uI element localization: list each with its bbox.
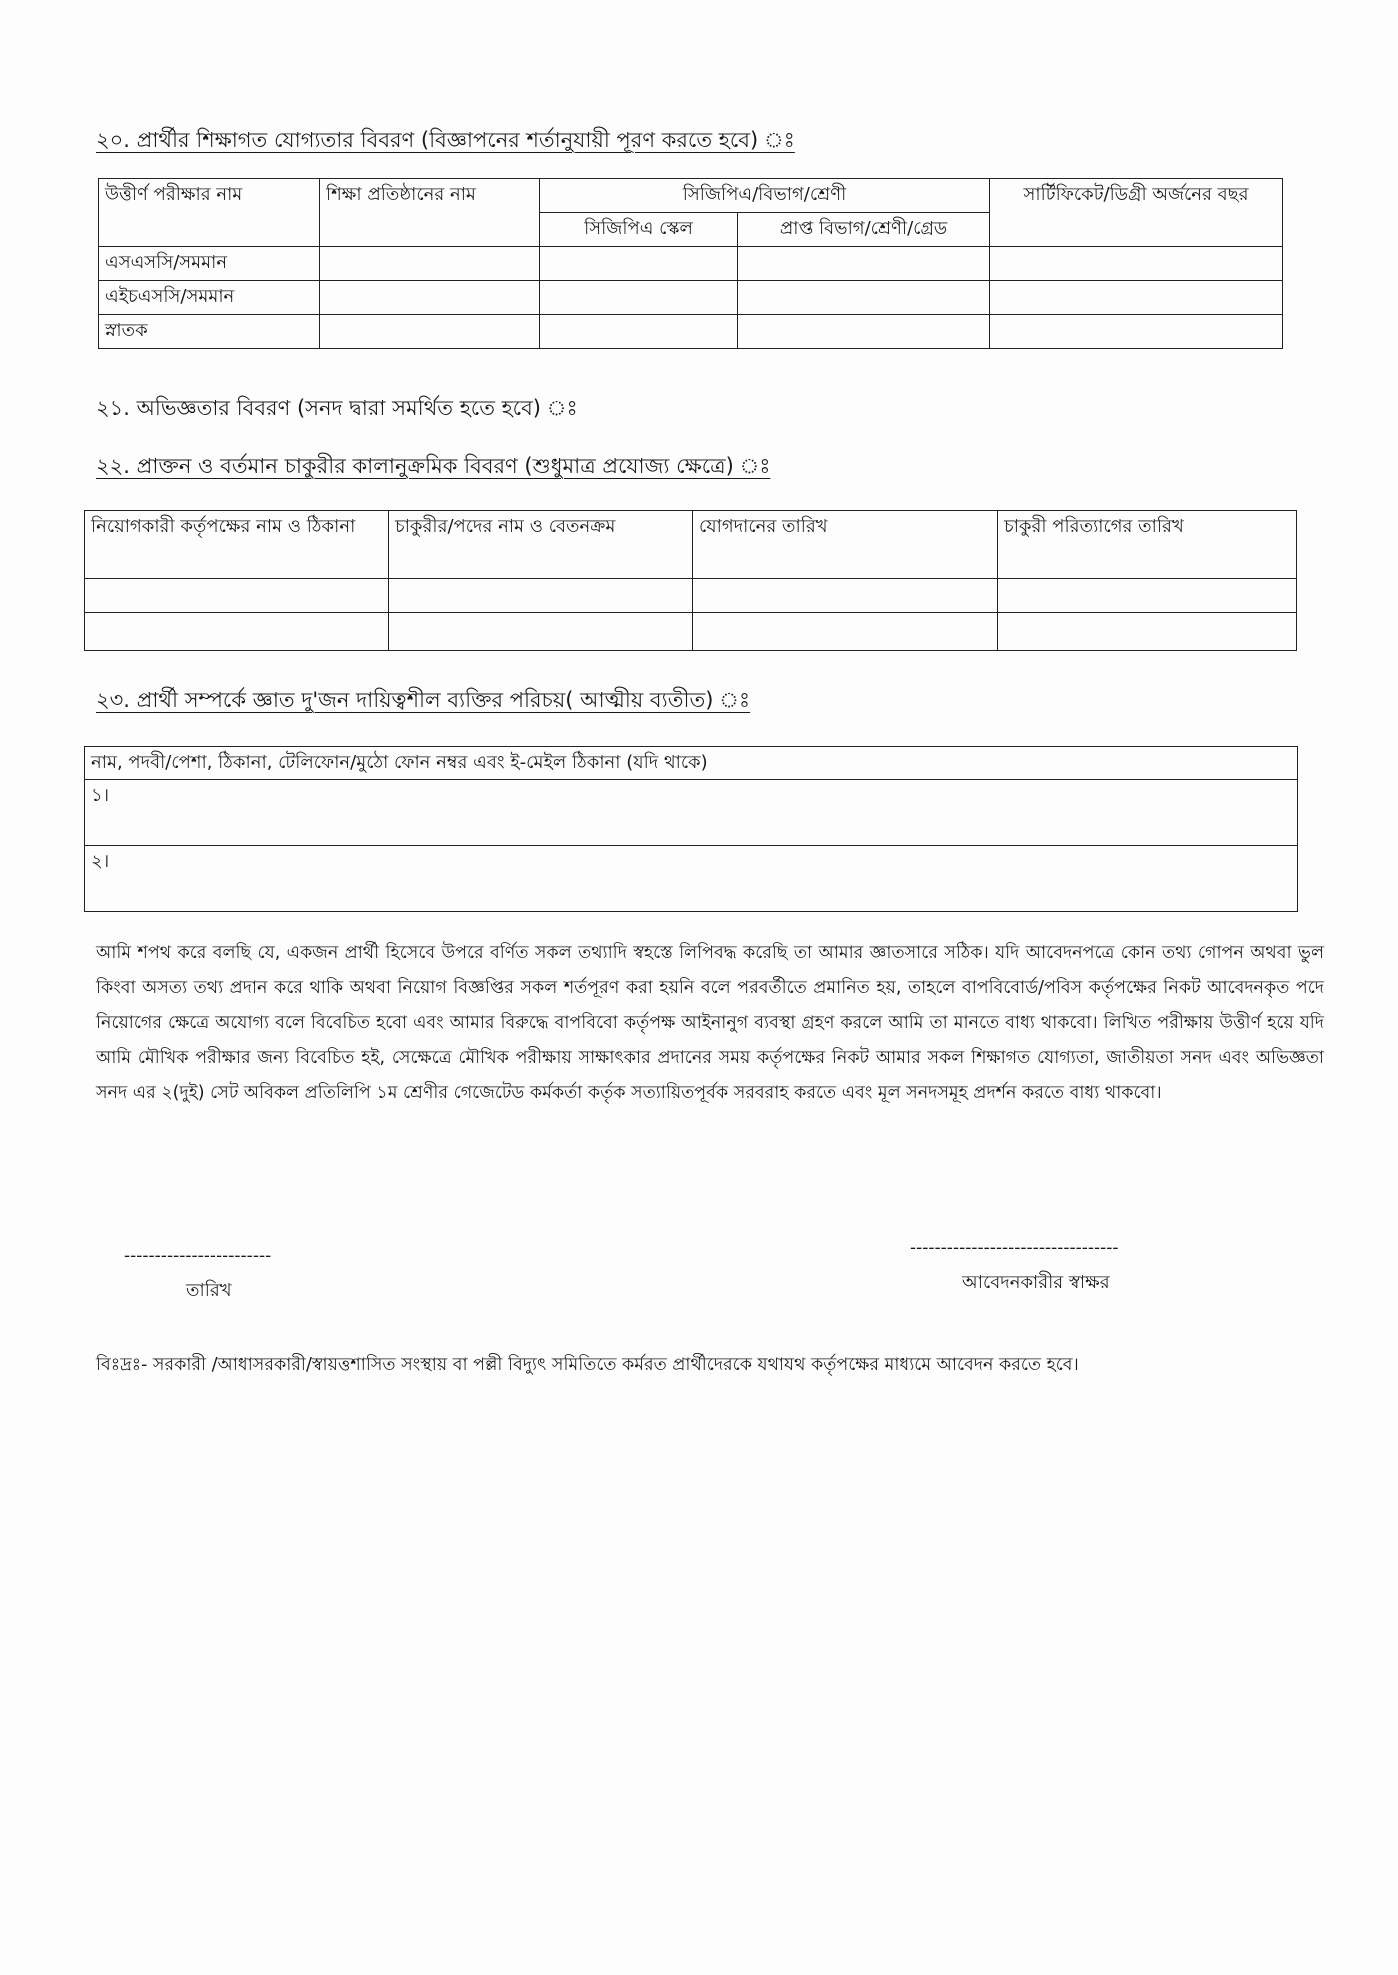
input-cell[interactable]: [738, 315, 990, 349]
reference-1[interactable]: ১।: [85, 780, 1298, 846]
date-line: ------------------------: [124, 1246, 272, 1266]
input-cell[interactable]: [738, 281, 990, 315]
header-leave-date: চাকুরী পরিত্যাগের তারিখ: [998, 511, 1297, 579]
reference-2[interactable]: ২।: [85, 846, 1298, 912]
header-reference-details: নাম, পদবী/পেশা, ঠিকানা, টেলিফোন/মুঠো ফোন নম্বর এবং ই-মেইল ঠিকানা (যদি থাকে): [85, 747, 1298, 780]
input-cell[interactable]: [738, 247, 990, 281]
header-cgpa-scale: সিজিপিএ স্কেল: [540, 213, 738, 247]
header-exam-name: উত্তীর্ণ পরীক্ষার নাম: [99, 179, 320, 247]
input-cell[interactable]: [998, 613, 1297, 651]
table-row: [99, 315, 1283, 349]
section-21-heading: ২১. অভিজ্ঞতার বিবরণ (সনদ দ্বারা সমর্থিত হতে হবে) ঃ: [96, 396, 578, 420]
input-cell[interactable]: [389, 613, 693, 651]
header-employer: নিয়োগকারী কর্তৃপক্ষের নাম ও ঠিকানা: [85, 511, 389, 579]
input-cell[interactable]: [693, 613, 998, 651]
declaration-paragraph: আমি শপথ করে বলছি যে, একজন প্রার্থী হিসেবে উপরে বর্ণিত সকল তথ্যাদি স্বহস্তে লিপিবদ্ধ করেছি তা আমার জ্ঞাতসারে সঠিক। যদি আবেদনপত্রে কোন তথ্য গোপন অথবা ভুল কিংবা অসত্য তথ্য প্রদান করে থাকি অথবা নিয়োগ বিজ্ঞপ্তির সকল শর্তপূরণ করা হয়নি বলে পরবর্তীতে প্রমানিত হয়, তাহলে বাপবিবোর্ড/পবিস কর্তৃপক্ষের নিকট আবেদনকৃত পদে নিয়োগের ক্ষেত্রে অযোগ্য বলে বিবেচিত হবো এবং আমার বিরুদ্ধে বাপবিবো কর্তৃপক্ষ আইনানুগ ব্যবস্থা গ্রহণ করলে আমি তা মানতে বাধ্য থাকবো। লিখিত পরীক্ষায় উত্তীর্ণ হয়ে যদি আমি মৌখিক পরীক্ষার জন্য বিবেচিত হই, সেক্ষেত্রে মৌখিক পরীক্ষায় সাক্ষাৎকার প্রদানের সময় কর্তৃপক্ষের নিকট আমার সকল শিক্ষাগত যোগ্যতা, জাতীয়তা সনদ এবং অভিজ্ঞতা সনদ এর ২(দুই) সেট অবিকল প্রতিলিপি ১ম শ্রেণীর গেজেটেড কর্মকর্তা কর্তৃক সত্যায়িতপূর্বক সরবরাহ করতে এবং মূল সনদসমূহ প্রদর্শন করতে বাধ্য থাকবো।: [96, 943, 1324, 1103]
input-cell[interactable]: [990, 315, 1283, 349]
input-cell[interactable]: [990, 247, 1283, 281]
header-post-salary: চাকুরীর/পদের নাম ও বেতনক্রম: [389, 511, 693, 579]
input-cell[interactable]: [85, 579, 389, 613]
table-row: [85, 780, 1298, 846]
input-cell[interactable]: [540, 315, 738, 349]
input-cell[interactable]: [320, 315, 540, 349]
input-cell[interactable]: [389, 579, 693, 613]
input-cell[interactable]: [540, 247, 738, 281]
input-cell[interactable]: [320, 247, 540, 281]
header-cgpa-group: সিজিপিএ/বিভাগ/শ্রেণী: [540, 179, 990, 213]
table-row: [85, 579, 1297, 613]
section-20-heading: ২০. প্রার্থীর শিক্ষাগত যোগ্যতার বিবরণ (বিজ্ঞাপনের শর্তানুযায়ী পূরণ করতে হবে) ঃ: [96, 128, 795, 152]
note-text: বিঃদ্রঃ- সরকারী /আধাসরকারী/স্বায়ত্তশাসিত সংস্থায় বা পল্লী বিদ্যুৎ সমিতিতে কর্মরত প্রার্থীদেরকে যথাযথ কর্তৃপক্ষের মাধ্যমে আবেদন করতে হবে।: [96, 1355, 1079, 1375]
input-cell[interactable]: [998, 579, 1297, 613]
table-row: [99, 281, 1283, 315]
header-join-date: যোগদানের তারিখ: [693, 511, 998, 579]
header-division-grade: প্রাপ্ত বিভাগ/শ্রেণী/গ্রেড: [738, 213, 990, 247]
date-label: তারিখ: [186, 1280, 232, 1301]
education-table: [98, 178, 1283, 349]
input-cell[interactable]: [85, 613, 389, 651]
table-row: [85, 846, 1298, 912]
input-cell[interactable]: [990, 281, 1283, 315]
table-row: [99, 247, 1283, 281]
section-22-heading: ২২. প্রাক্তন ও বর্তমান চাকুরীর কালানুক্রমিক বিবরণ (শুধুমাত্র প্রযোজ্য ক্ষেত্রে) ঃ: [96, 454, 771, 478]
header-certificate-year: সার্টিফিকেট/ডিগ্রী অর্জনের বছর: [990, 179, 1283, 247]
header-institution: শিক্ষা প্রতিষ্ঠানের নাম: [320, 179, 540, 247]
employment-table: [84, 510, 1297, 651]
references-table: [84, 746, 1298, 912]
table-row: [85, 613, 1297, 651]
row-label-graduate: স্নাতক: [99, 315, 320, 349]
input-cell[interactable]: [320, 281, 540, 315]
row-label-hsc: এইচএসসি/সমমান: [99, 281, 320, 315]
section-23-heading: ২৩. প্রার্থী সম্পর্কে জ্ঞাত দু'জন দায়িত্বশীল ব্যক্তির পরিচয়( আত্মীয় ব্যতীত) ঃ: [96, 688, 751, 712]
signature-label: আবেদনকারীর স্বাক্ষর: [962, 1272, 1110, 1293]
row-label-ssc: এসএসসি/সমমান: [99, 247, 320, 281]
input-cell[interactable]: [693, 579, 998, 613]
signature-line: ----------------------------------: [910, 1238, 1119, 1258]
input-cell[interactable]: [540, 281, 738, 315]
